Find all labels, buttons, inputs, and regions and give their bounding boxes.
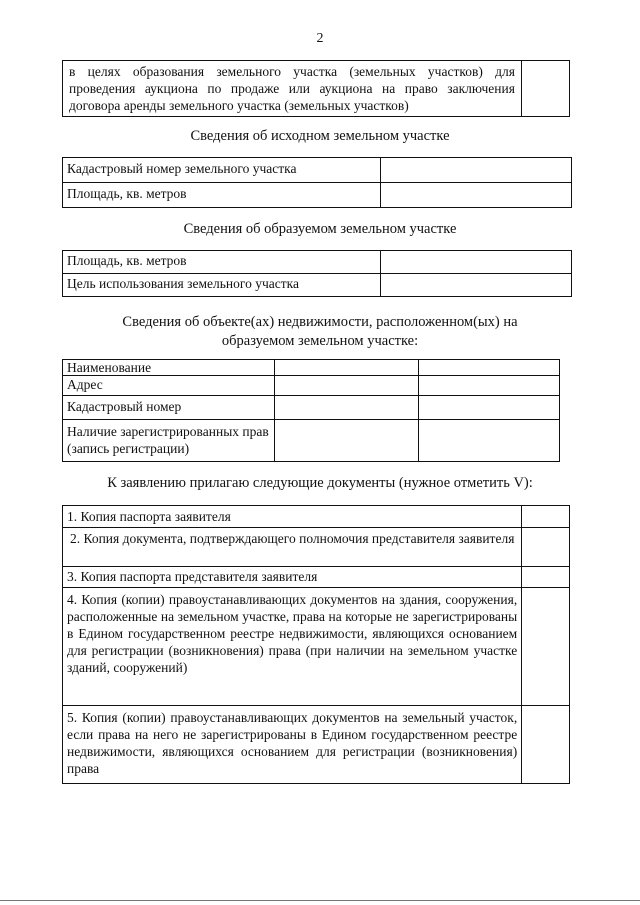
purpose-value-cell[interactable] <box>521 61 569 117</box>
page-bottom-edge <box>0 900 640 901</box>
source-plot-heading: Сведения об исходном земельном участке <box>190 128 450 144</box>
property-heading <box>0 313 640 351</box>
property-rights-label: Наличие зарегистрированных прав (запись регистрации) <box>63 420 275 462</box>
table-row <box>63 251 572 274</box>
new-plot-heading: Сведения об образуемом земельном участке <box>183 221 457 237</box>
property-address-value-2[interactable] <box>419 376 560 396</box>
table-row <box>63 506 570 528</box>
document-item-2: 2. Копия документа, подтверждающего полномочия представителя заявителя <box>63 528 522 567</box>
source-area-value[interactable] <box>381 183 572 208</box>
property-name-value-2[interactable] <box>419 360 560 376</box>
table-row <box>63 183 572 208</box>
table-row <box>63 274 572 297</box>
table-row <box>63 528 570 567</box>
property-cadastral-value-2[interactable] <box>419 396 560 420</box>
document-checkbox-1[interactable] <box>522 506 570 528</box>
property-heading-line1: Сведения об объекте(ах) недвижимости, расположенном(ых) на <box>122 314 518 330</box>
property-name-value-1[interactable] <box>275 360 419 376</box>
table-row <box>63 376 560 396</box>
property-table <box>62 359 560 462</box>
property-rights-value-1[interactable] <box>275 420 419 462</box>
table-row <box>63 61 570 117</box>
document-item-3: 3. Копия паспорта представителя заявителя <box>63 567 522 588</box>
documents-heading: К заявлению прилагаю следующие документы (нужное отметить V): <box>107 475 533 491</box>
new-area-label: Площадь, кв. метров <box>63 251 381 274</box>
table-row <box>63 360 560 376</box>
property-heading-line2: образуемом земельном участке: <box>221 333 419 349</box>
new-purpose-label: Цель использования земельного участка <box>63 274 381 297</box>
table-row <box>63 420 560 462</box>
new-area-value[interactable] <box>381 251 572 274</box>
table-row <box>63 706 570 784</box>
document-checkbox-2[interactable] <box>522 528 570 567</box>
documents-table <box>62 505 570 784</box>
document-checkbox-3[interactable] <box>522 567 570 588</box>
property-name-label: Наименование <box>63 360 275 376</box>
document-item-5: 5. Копия (копии) правоустанавливающих документов на земельный участок, если права на него не зарегистрированы в Едином государственном реестре недвижимости, являющихся основанием для регистрации (возникновения) права <box>63 706 522 784</box>
table-row <box>63 567 570 588</box>
property-cadastral-value-1[interactable] <box>275 396 419 420</box>
source-cadastral-value[interactable] <box>381 158 572 183</box>
property-address-value-1[interactable] <box>275 376 419 396</box>
property-address-label: Адрес <box>63 376 275 396</box>
table-row <box>63 158 572 183</box>
table-row <box>63 588 570 706</box>
source-cadastral-label: Кадастровый номер земельного участка <box>63 158 381 183</box>
new-plot-table <box>62 250 572 297</box>
document-checkbox-4[interactable] <box>522 588 570 706</box>
purpose-text: в целях образования земельного участка (земельных участков) для проведения аукциона по продаже или аукциона на право заключения договора аренды земельного участка (земельных участков) <box>63 61 522 117</box>
purpose-table <box>62 60 570 117</box>
source-area-label: Площадь, кв. метров <box>63 183 381 208</box>
page-number: 2 <box>316 31 324 46</box>
document-checkbox-5[interactable] <box>522 706 570 784</box>
document-item-4: 4. Копия (копии) правоустанавливающих документов на здания, сооружения, расположенные на земельном участке, права на которые не зарегистрированы в Едином государственном реестре недвижимости, являющихся основанием для регистрации (возникновения) права (при наличии на земельном участке зданий, сооружений) <box>63 588 522 706</box>
table-row <box>63 396 560 420</box>
document-item-1: 1. Копия паспорта заявителя <box>63 506 522 528</box>
property-cadastral-label: Кадастровый номер <box>63 396 275 420</box>
property-rights-value-2[interactable] <box>419 420 560 462</box>
source-plot-table <box>62 157 572 208</box>
new-purpose-value[interactable] <box>381 274 572 297</box>
